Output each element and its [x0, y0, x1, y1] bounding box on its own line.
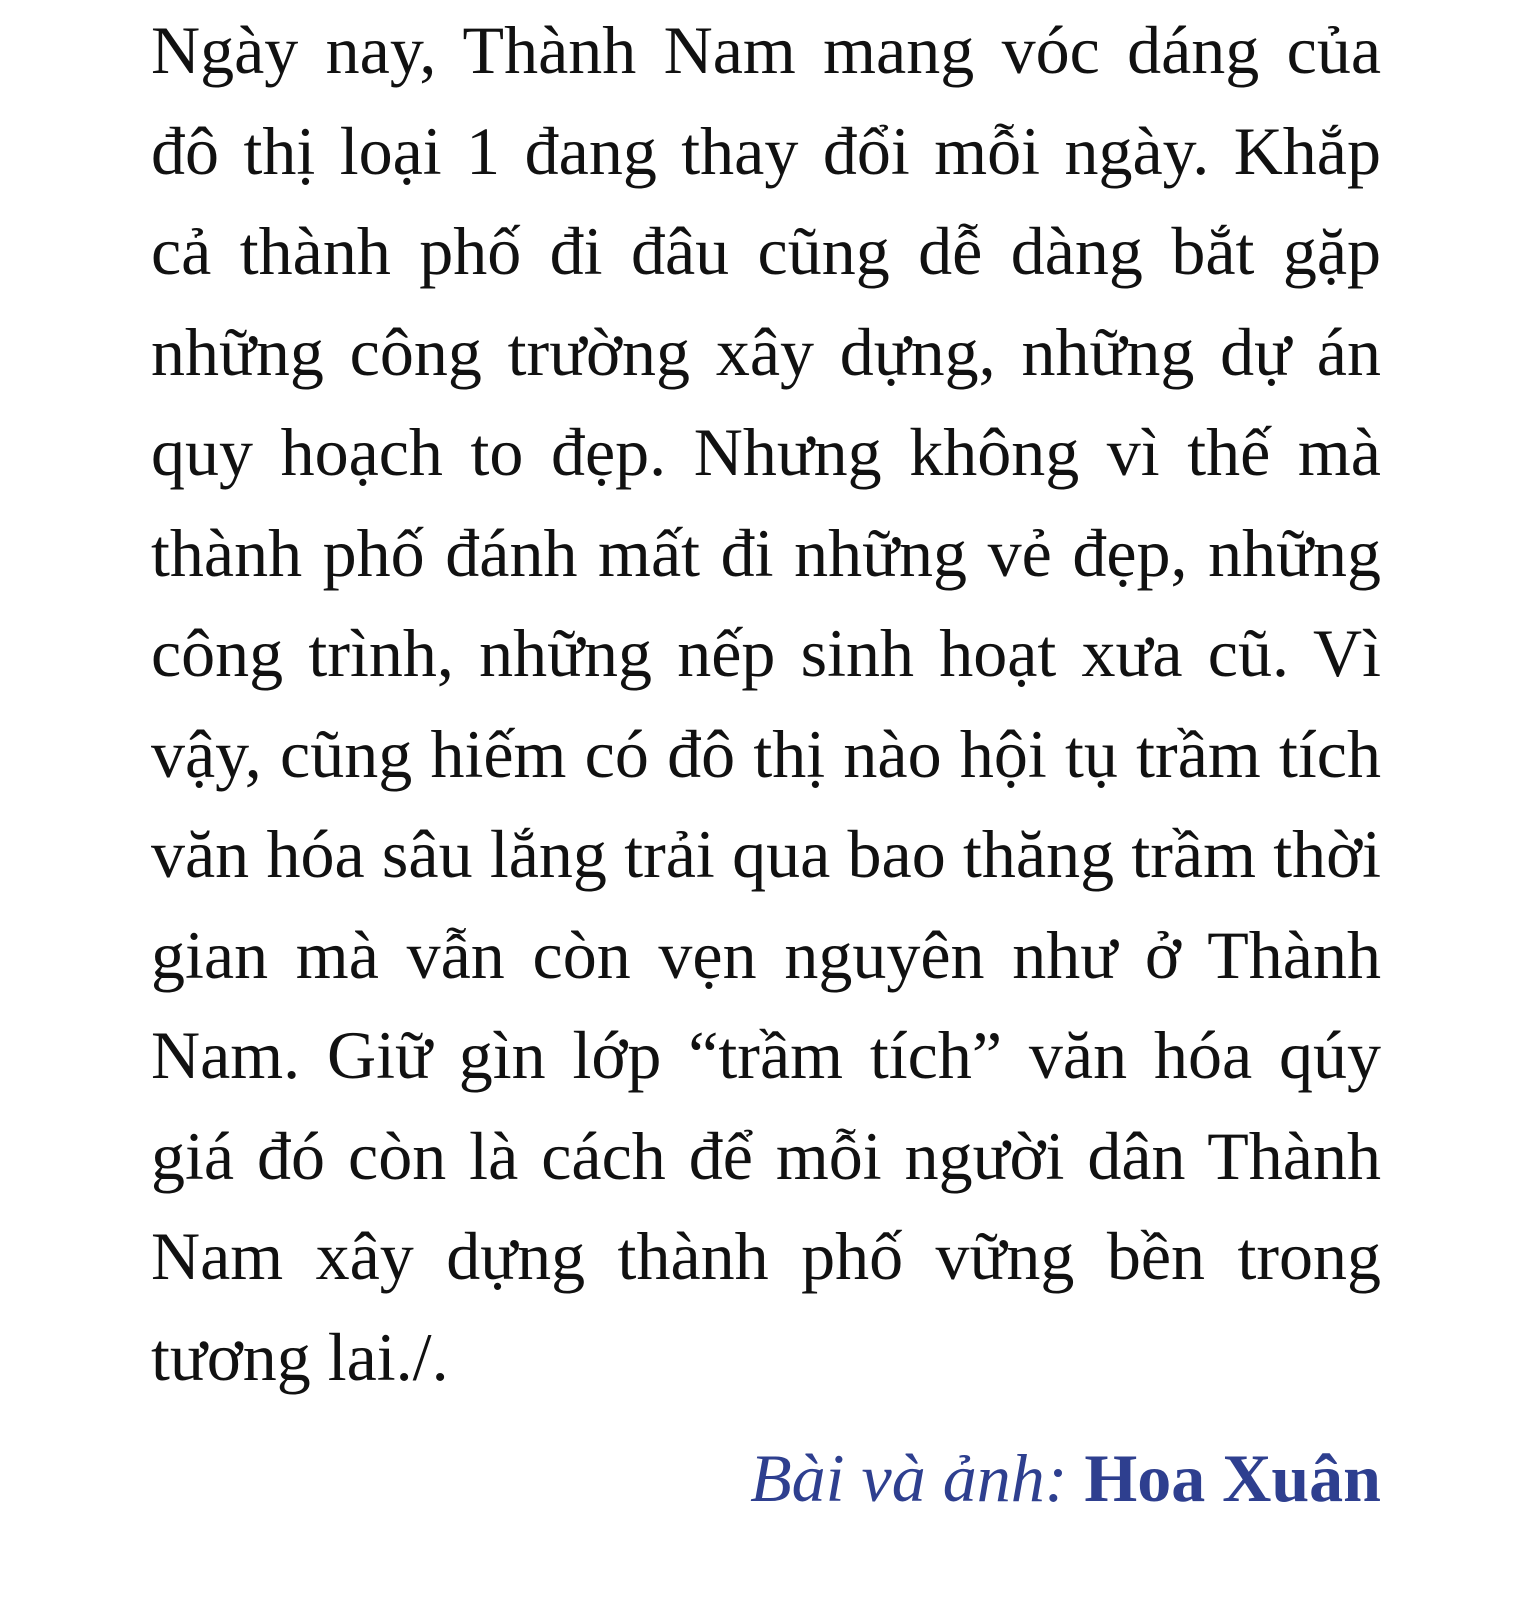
byline: [750, 1438, 1381, 1518]
byline-author: Hoa Xuân: [1084, 1440, 1381, 1516]
byline-label: Bài và ảnh:: [750, 1440, 1085, 1516]
article: [151, 0, 1381, 1407]
article-paragraph: Ngày nay, Thành Nam mang vóc dáng của đô thị loại 1 đang thay đổi mỗi ngày. Khắp cả thành phố đi đâu cũng dễ dàng bắt gặp những công trường xây dựng, những dự án quy hoạch to đẹp. Nhưng không vì thế mà thành phố đánh mất đi những vẻ đẹp, những công trình, những nếp sinh hoạt xưa cũ. Vì vậy, cũng hiếm có đô thị nào hội tụ trầm tích văn hóa sâu lắng trải qua bao thăng trầm thời gian mà vẫn còn vẹn nguyên như ở Thành Nam. Giữ gìn lớp “trầm tích” văn hóa qúy giá đó còn là cách để mỗi người dân Thành Nam xây dựng thành phố vững bền trong tương lai./.: [151, 12, 1381, 1395]
